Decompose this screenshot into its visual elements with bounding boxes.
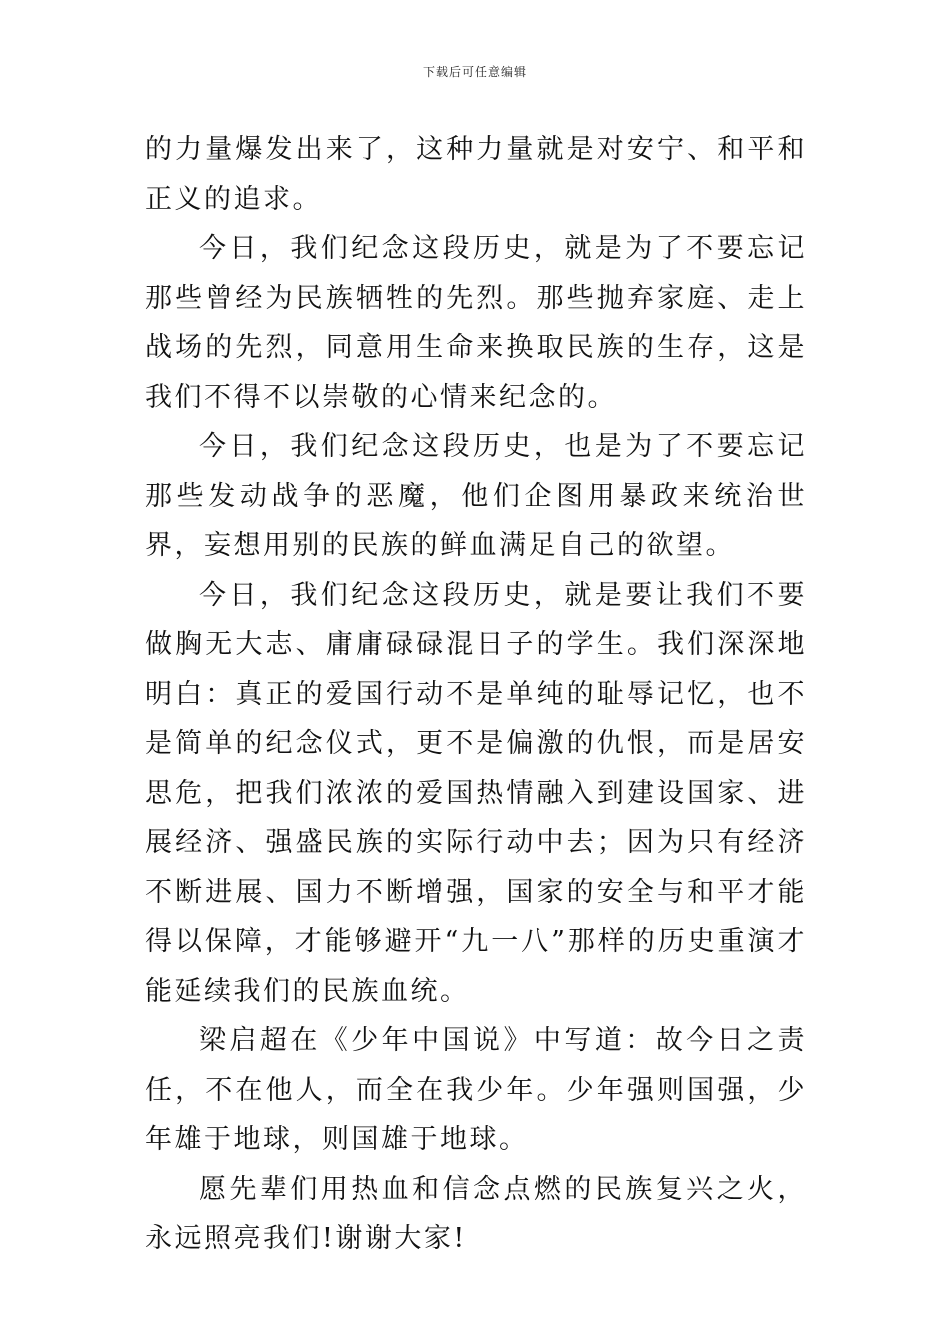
paragraph: 今日，我们纪念这段历史，就是要让我们不要做胸无大志、庸庸碌碌混日子的学生。我们深深地明白：真正的爱国行动不是单纯的耻辱记忆，也不是简单的纪念仪式，更不是偏激的仇恨，而是居安思危，把我们浓浓的爱国热情融入到建设国家、进展经济、强盛民族的实际行动中去；因为只有经济不断进展、国力不断增强，国家的安全与和平才能得以保障，才能够避开“九一八”那样的历史重演才能延续我们的民族血统。	[145, 579, 807, 1007]
document-body	[145, 125, 807, 1264]
paragraph: 今日，我们纪念这段历史，就是为了不要忘记那些曾经为民族牺牲的先烈。那些抛弃家庭、走上战场的先烈，同意用生命来换取民族的生存，这是我们不得不以崇敬的心情来纪念的。	[145, 233, 807, 413]
paragraph-continuation: 的力量爆发出来了，这种力量就是对安宁、和平和正义的追求。	[145, 134, 807, 215]
paragraph: 今日，我们纪念这段历史，也是为了不要忘记那些发动战争的恶魔，他们企图用暴政来统治世界，妄想用别的民族的鲜血满足自己的欲望。	[145, 431, 807, 561]
paragraph: 梁启超在《少年中国说》中写道：故今日之责任，不在他人，而全在我少年。少年强则国强，少年雄于地球，则国雄于地球。	[145, 1025, 807, 1155]
page-header: 下载后可任意编辑	[422, 65, 527, 79]
paragraph: 愿先辈们用热血和信念点燃的民族复兴之火，永远照亮我们!谢谢大家!	[145, 1173, 807, 1254]
